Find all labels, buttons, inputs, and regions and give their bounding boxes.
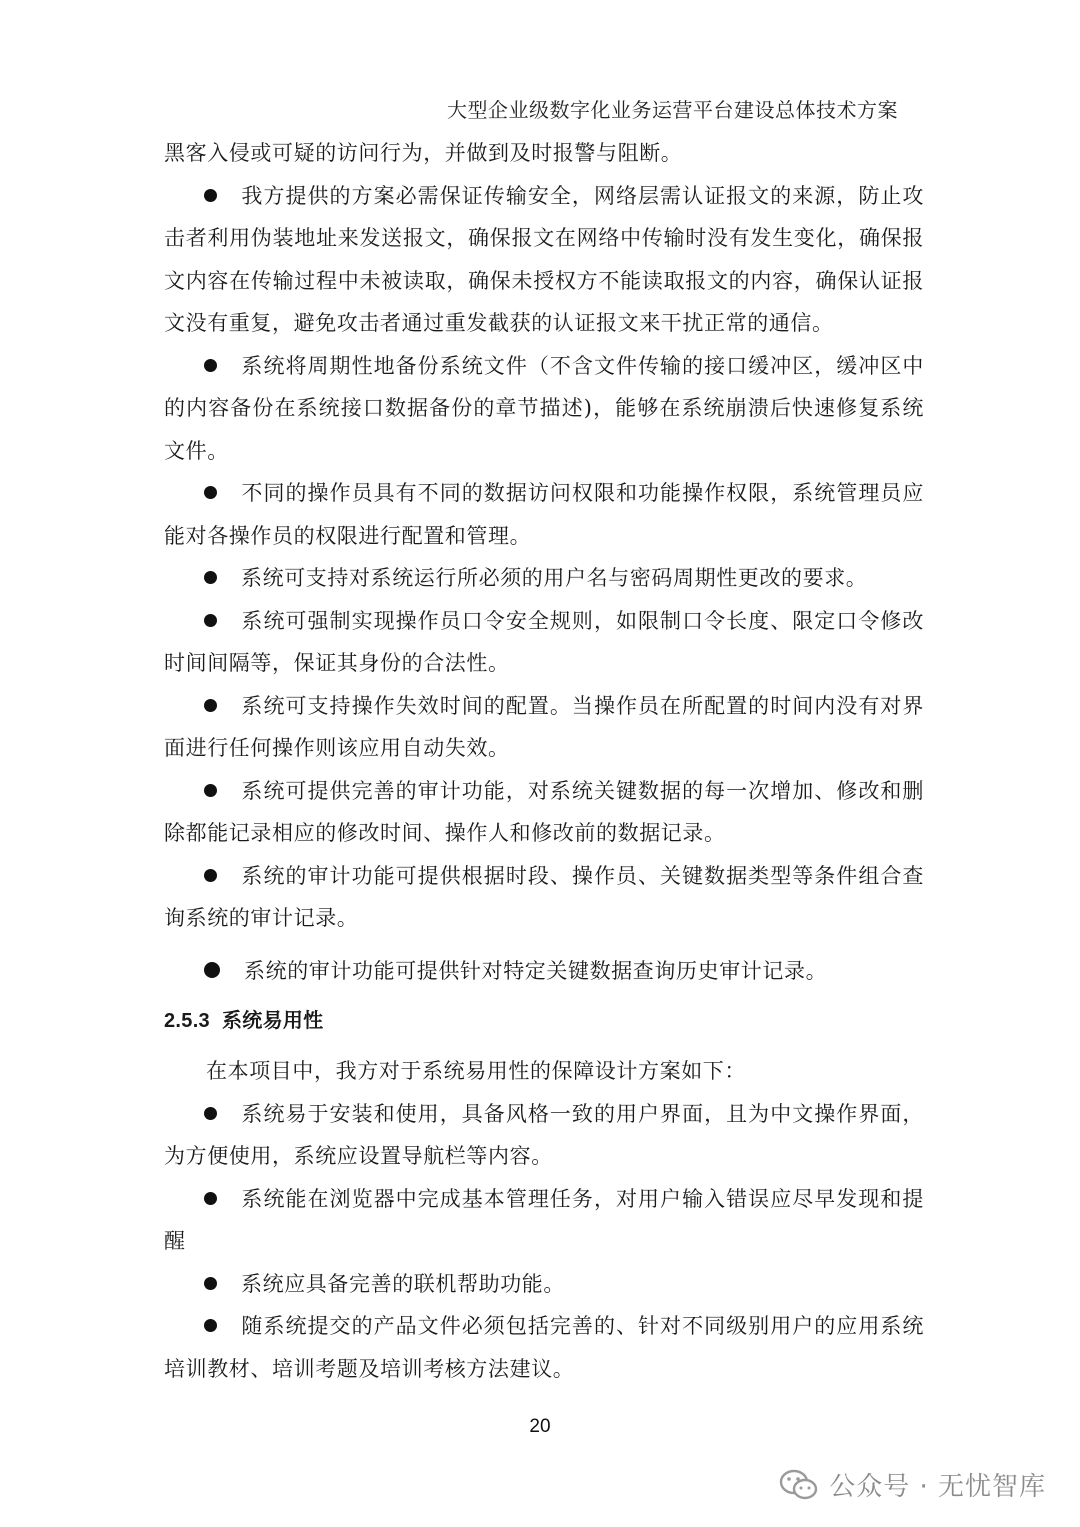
paragraph-continuation: 黑客入侵或可疑的访问行为，并做到及时报警与阻断。	[164, 141, 683, 165]
bullet-dot-icon	[204, 784, 217, 797]
bullet-item	[164, 1305, 924, 1390]
section-number: 2.5.3	[164, 1010, 210, 1032]
bullet-text: 系统的审计功能可提供针对特定关键数据查询历史审计记录。	[244, 958, 828, 983]
page-number: 20	[529, 1416, 551, 1437]
bullet-dot-icon	[204, 1192, 217, 1205]
bullet-item	[164, 855, 924, 940]
bullet-item	[164, 685, 924, 770]
bullet-dot-icon	[204, 359, 217, 372]
bullet-text: 系统可支持操作失效时间的配置。当操作员在所配置的时间内没有对界面进行任何操作则该应用自动失效。	[164, 693, 924, 760]
bullet-text: 系统将周期性地备份系统文件（不含文件传输的接口缓冲区，缓冲区中的内容备份在系统接口数据备份的章节描述)，能够在系统崩溃后快速修复系统文件。	[164, 353, 924, 463]
watermark	[779, 1466, 1046, 1503]
bullet-dot-icon	[204, 571, 217, 584]
bullet-dot-icon	[204, 1107, 217, 1120]
bullet-dot-icon	[204, 699, 217, 712]
bullet-item	[164, 770, 924, 855]
bullet-text: 系统可强制实现操作员口令安全规则，如限制口令长度、限定口令修改时间间隔等，保证其身份的合法性。	[164, 608, 924, 675]
page-header-title: 大型企业级数字化业务运营平台建设总体技术方案	[447, 98, 898, 122]
bullet-dot-icon	[204, 1277, 217, 1290]
section-intro: 在本项目中，我方对于系统易用性的保障设计方案如下：	[206, 1059, 746, 1083]
bullet-item	[164, 950, 924, 993]
bullet-text: 系统能在浏览器中完成基本管理任务，对用户输入错误应尽早发现和提醒	[164, 1186, 924, 1253]
bullet-item	[164, 1093, 924, 1178]
bullet-item	[164, 1178, 924, 1263]
bullet-item	[164, 1263, 924, 1306]
bullet-item	[164, 557, 924, 600]
bullet-item	[164, 600, 924, 685]
bullet-text: 系统易于安装和使用，具备风格一致的用户界面，且为中文操作界面，为方便使用，系统应设置导航栏等内容。	[164, 1101, 924, 1168]
bullet-dot-icon	[204, 869, 217, 882]
document-body	[164, 132, 924, 1390]
bullet-text: 系统可支持对系统运行所必须的用户名与密码周期性更改的要求。	[241, 566, 868, 590]
bullet-dot-icon	[204, 614, 217, 627]
watermark-text: 公众号 · 无忧智库	[829, 1472, 1046, 1502]
bullet-dot-icon	[204, 962, 220, 978]
bullet-item	[164, 345, 924, 473]
bullet-text: 系统的审计功能可提供根据时段、操作员、关键数据类型等条件组合查询系统的审计记录。	[164, 863, 924, 930]
bullet-text: 我方提供的方案必需保证传输安全，网络层需认证报文的来源，防止攻击者利用伪装地址来发送报文，确保报文在网络中传输时没有发生变化，确保报文内容在传输过程中未被读取，确保未授权方不能读取报文的内容，确保认证报文没有重复，避免攻击者通过重发截获的认证报文来干扰正常的通信。	[164, 183, 924, 335]
bullet-dot-icon	[204, 189, 217, 202]
bullet-text: 随系统提交的产品文件必须包括完善的、针对不同级别用户的应用系统培训教材、培训考题及培训考核方法建议。	[164, 1314, 924, 1381]
bullet-text: 系统应具备完善的联机帮助功能。	[241, 1271, 565, 1296]
bullet-dot-icon	[204, 486, 217, 499]
bullet-text: 不同的操作员具有不同的数据访问权限和功能操作权限，系统管理员应能对各操作员的权限进行配置和管理。	[164, 481, 924, 548]
bullet-item	[164, 175, 924, 345]
section-heading	[164, 1006, 924, 1036]
section-title: 系统易用性	[221, 1010, 324, 1032]
bullet-item	[164, 472, 924, 557]
wechat-icon	[779, 1468, 819, 1502]
bullet-text: 系统可提供完善的审计功能，对系统关键数据的每一次增加、修改和删除都能记录相应的修改时间、操作人和修改前的数据记录。	[164, 778, 924, 845]
bullet-dot-icon	[204, 1319, 217, 1332]
